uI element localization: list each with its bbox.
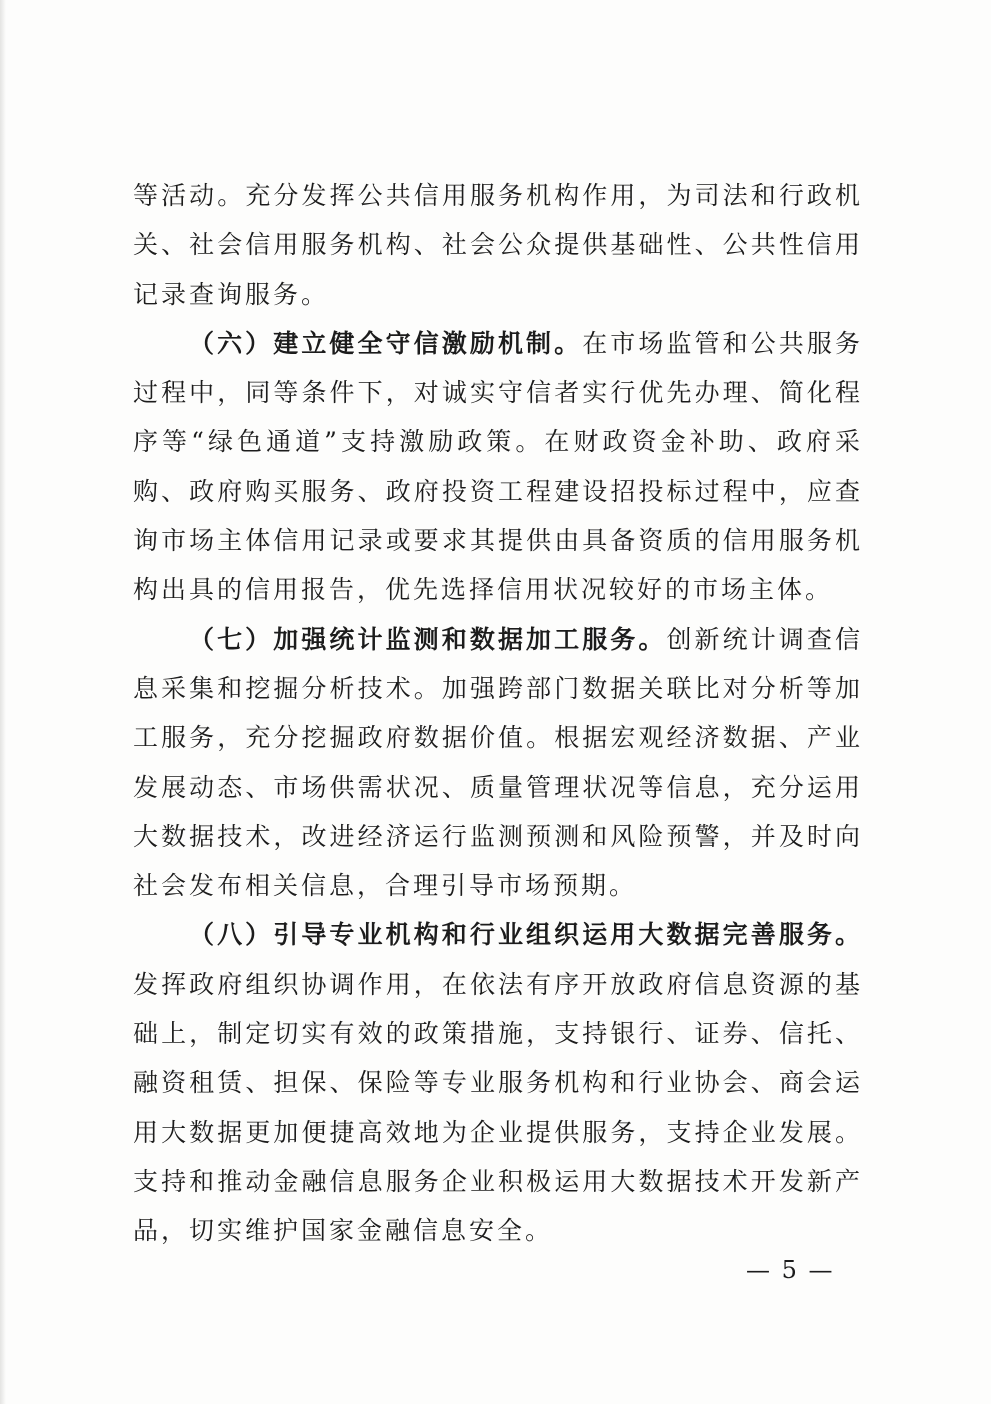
paragraph-body: 在市场监管和公共服务过程中，同等条件下，对诚实守信者实行优先办理、简化程序等“绿色通道”支持激励政策。在财政资金补助、政府采购、政府购买服务、政府投资工程建设招投标过程中，应查询市场主体信用记录或要求其提供由具备资质的信用服务机构出具的信用报告，优先选择信用状况较好的市场主体。: [133, 328, 863, 605]
paragraph-body: 创新统计调查信息采集和挖掘分析技术。加强跨部门数据关联比对分析等加工服务，充分挖掘政府数据价值。根据宏观经济数据、产业发展动态、市场供需状况、质量管理状况等信息，充分运用大数据技术，改进经济运行监测预测和风险预警，并及时向社会发布相关信息，合理引导市场预期。: [133, 624, 863, 901]
scan-edge-shadow: [0, 0, 6, 1404]
paragraph-body: 等活动。充分发挥公共信用服务机构作用，为司法和行政机关、社会信用服务机构、社会公众提供基础性、公共性信用记录查询服务。: [133, 181, 863, 309]
page-number: — 5 —: [746, 1256, 835, 1284]
paragraph-body: 发挥政府组织协调作用，在依法有序开放政府信息资源的基础上，制定切实有效的政策措施，支持银行、证券、信托、融资租赁、担保、保险等专业服务机构和行业协会、商会运用大数据更加便捷高效地为企业提供服务，支持企业发展。支持和推动金融信息服务企业积极运用大数据技术开发新产品，切实维护国家金融信息安全。: [133, 969, 863, 1246]
section-heading: （七）加强统计监测和数据加工服务。: [189, 624, 667, 654]
document-body: [133, 171, 863, 1256]
paragraph-section-7: [133, 615, 863, 911]
section-heading: （六）建立健全守信激励机制。: [189, 328, 583, 358]
paragraph-section-8: [133, 910, 863, 1255]
section-heading: （八）引导专业机构和行业组织运用大数据完善服务。: [189, 920, 863, 950]
paragraph-continuation: [133, 171, 863, 319]
paragraph-section-6: [133, 319, 863, 615]
